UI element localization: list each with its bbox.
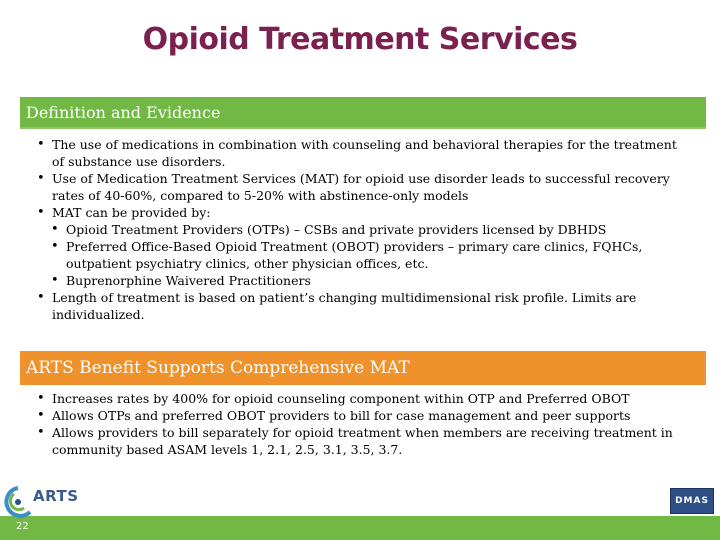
arts-benefit-list xyxy=(30,390,690,458)
arts-logo-text: ARTS xyxy=(33,487,79,505)
list-item: • Allows OTPs and preferred OBOT providers to bill for case management and peer supports xyxy=(30,407,690,424)
section-header-definition: Definition and Evidence xyxy=(20,97,706,129)
page-number: 22 xyxy=(16,521,29,532)
list-subitem: • Opioid Treatment Providers (OTPs) – CSBs and private providers licensed by DBHDS xyxy=(44,221,690,238)
list-item: • The use of medications in combination with counseling and behavioral therapies for the treatment of substance use disorders. xyxy=(30,136,690,170)
list-item: • Use of Medication Treatment Services (MAT) for opioid use disorder leads to successful recovery rates of 40-60%, compared to 5-20% with abstinence-only models xyxy=(30,170,690,204)
list-subitem: • Buprenorphine Waivered Practitioners xyxy=(44,272,690,289)
section-header-arts: ARTS Benefit Supports Comprehensive MAT xyxy=(20,351,706,385)
footer-band xyxy=(0,516,720,540)
page-title: Opioid Treatment Services xyxy=(142,22,578,57)
list-item: • Length of treatment is based on patient’s changing multidimensional risk profile. Limits are individualized. xyxy=(30,289,690,323)
definition-list xyxy=(30,136,690,323)
list-item: • Increases rates by 400% for opioid counseling component within OTP and Preferred OBOT xyxy=(30,390,690,407)
dmas-logo-text: DMAS xyxy=(675,496,709,506)
list-item: • MAT can be provided by: xyxy=(30,204,690,221)
list-subitem: • Preferred Office-Based Opioid Treatment (OBOT) providers – primary care clinics, FQHCs, outpatient psychiatry clinics, other physician offices, etc. xyxy=(44,238,690,272)
list-item: • Allows providers to bill separately for opioid treatment when members are receiving treatment in community based ASAM levels 1, 2.1, 2.5, 3.1, 3.5, 3.7. xyxy=(30,424,690,458)
